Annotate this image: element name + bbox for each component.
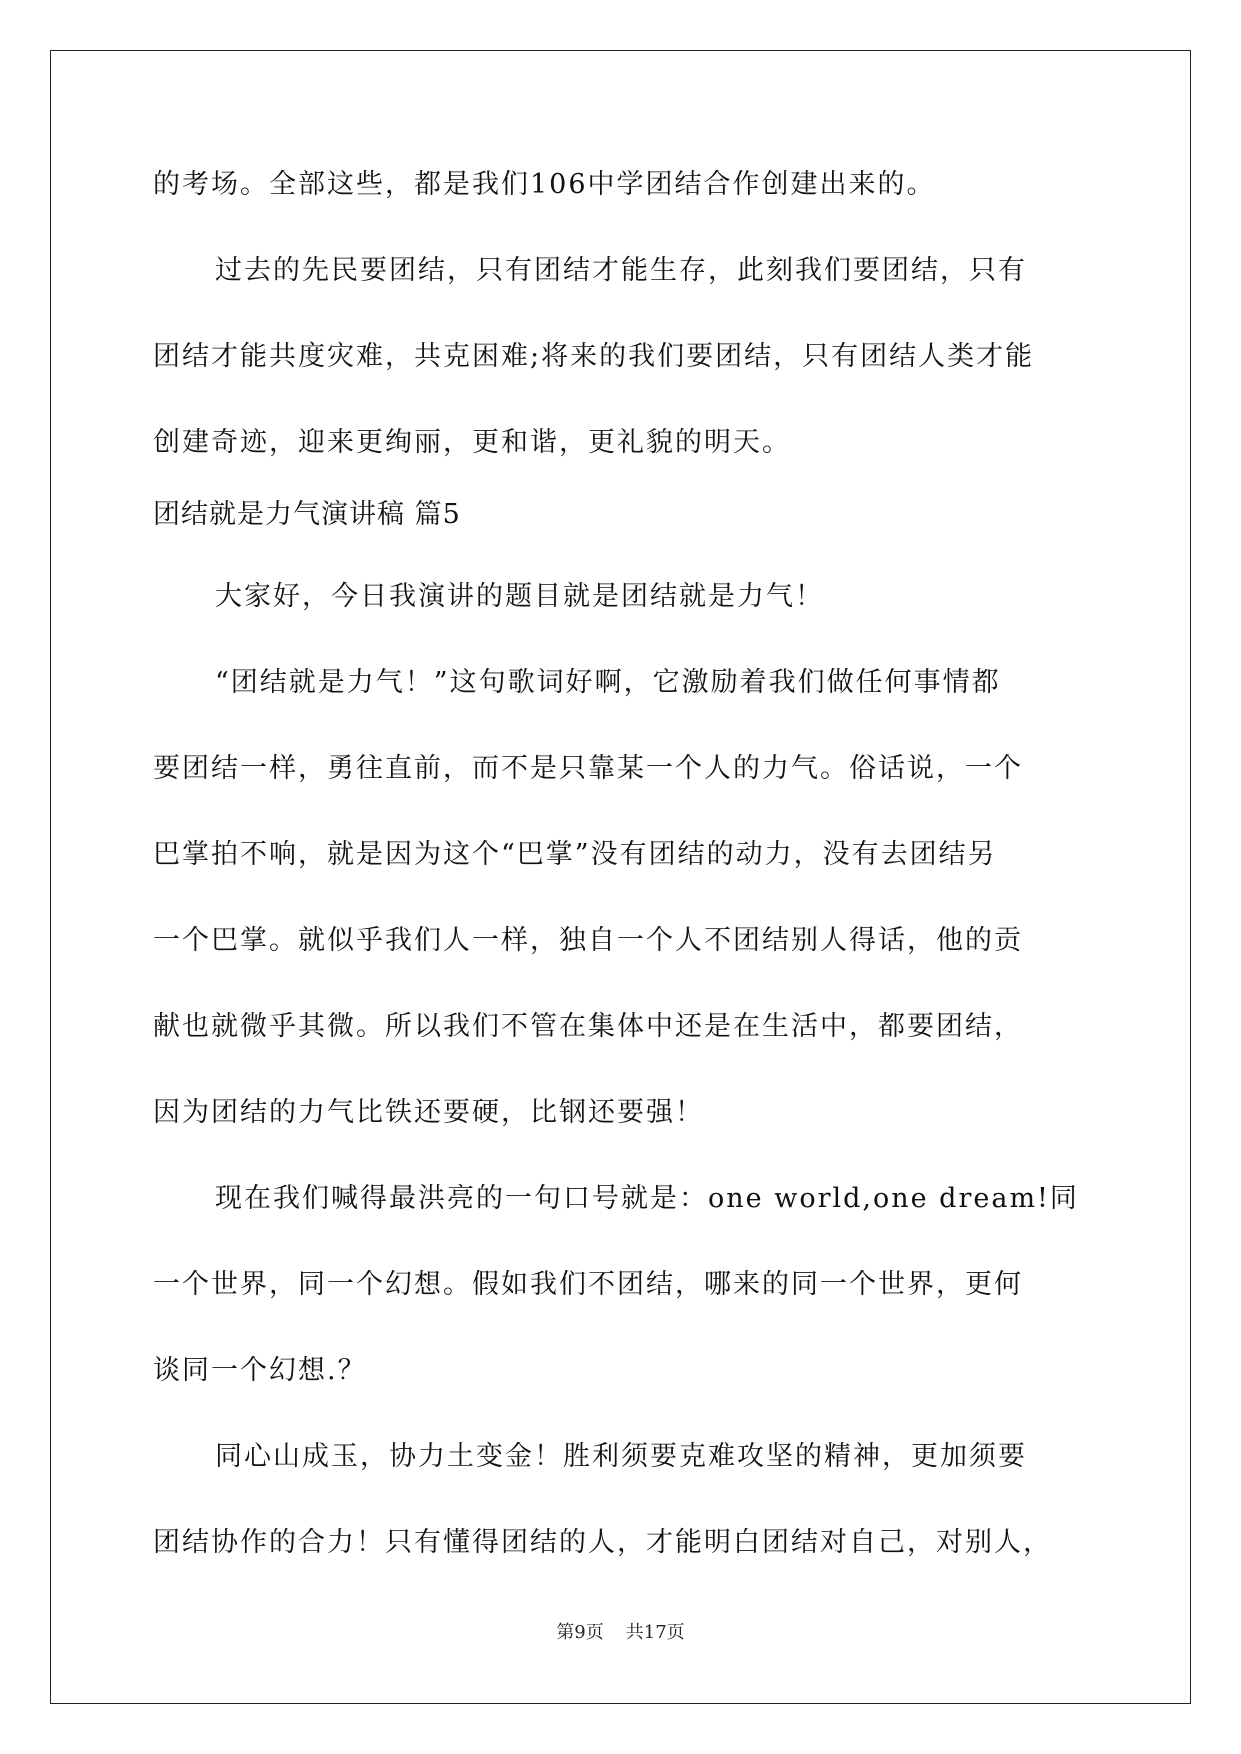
paragraph-line: 谈同一个幻想.？ [153,1355,367,1386]
paragraph-line: 因为团结的力气比铁还要硬，比钢还要强！ [153,1097,704,1128]
paragraph-line: 现在我们喊得最洪亮的一句口号就是：one world,one dream!同 [215,1183,1079,1214]
section-heading: 团结就是力气演讲稿 篇5 [153,499,461,530]
page-number: 第9页 [556,1622,604,1643]
paragraph-line: 同心山成玉，协力土变金！胜利须要克难攻坚的精神，更加须要 [215,1441,1027,1472]
paragraph-line: 过去的先民要团结，只有团结才能生存，此刻我们要团结，只有 [215,255,1027,286]
paragraph-line: 巴掌拍不响，就是因为这个“巴掌”没有团结的动力，没有去团结另 [153,839,997,870]
paragraph-line: 一个世界，同一个幻想。假如我们不团结，哪来的同一个世界，更何 [153,1269,1023,1300]
paragraph-line: 大家好，今日我演讲的题目就是团结就是力气！ [215,581,824,612]
page-footer [0,1618,1241,1644]
paragraph-line: 团结协作的合力！只有懂得团结的人，才能明白团结对自己，对别人， [153,1527,1052,1558]
page-total: 共17页 [625,1622,685,1643]
document-body [153,155,1093,1573]
paragraph-line: 献也就微乎其微。所以我们不管在集体中还是在生活中，都要团结， [153,1011,1023,1042]
paragraph-line: “团结就是力气！”这句歌词好啊，它激励着我们做任何事情都 [215,667,1001,698]
paragraph-line: 团结才能共度灾难，共克困难;将来的我们要团结，只有团结人类才能 [153,341,1035,372]
paragraph-line: 一个巴掌。就似乎我们人一样，独自一个人不团结别人得话，他的贡 [153,925,1023,956]
paragraph-line: 创建奇迹，迎来更绚丽，更和谐，更礼貌的明天。 [153,427,791,458]
paragraph-line: 的考场。全部这些，都是我们106中学团结合作创建出来的。 [153,169,936,200]
paragraph-line: 要团结一样，勇往直前，而不是只靠某一个人的力气。俗话说，一个 [153,753,1023,784]
